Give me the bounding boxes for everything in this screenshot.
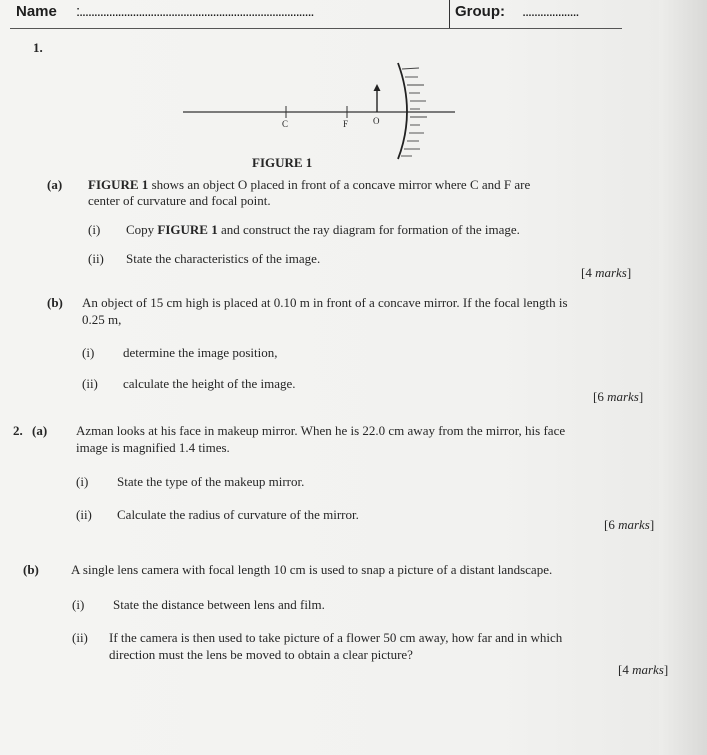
q2b-marks: [4 marks] <box>618 662 669 677</box>
q1b-marks: [6 marks] <box>593 389 644 404</box>
q2b-ii-line2: direction must the lens be moved to obtain a clear picture? <box>109 647 413 662</box>
q1a-intro-line2: center of curvature and focal point. <box>88 193 271 208</box>
q2a-label: (a) <box>32 423 48 438</box>
q1a-i-text: Copy FIGURE 1 and construct the ray diagram for formation of the image. <box>126 222 520 237</box>
q1b-line2: 0.25 m, <box>82 312 122 327</box>
q1b-ii-text: calculate the height of the image. <box>123 376 296 391</box>
q1b-ii-label: (ii) <box>82 376 98 391</box>
q2b-line1: A single lens camera with focal length 10 cm is used to snap a picture of a distant landscape. <box>71 562 553 577</box>
q1b-label: (b) <box>47 295 63 310</box>
question-number-2: 2. <box>13 423 23 438</box>
q2b-label: (b) <box>23 562 39 577</box>
paper-edge-shadow <box>659 0 707 755</box>
group-field-dots: ................... <box>522 3 579 20</box>
q1a-marks: [4 marks] <box>581 265 632 280</box>
name-field-dots: :............................................................................... <box>76 3 314 20</box>
label-o: O <box>373 116 380 126</box>
group-label: Group: <box>455 3 505 20</box>
header-underline <box>10 28 622 29</box>
name-label: Name <box>16 3 57 20</box>
object-arrow <box>374 84 381 112</box>
question-number-1: 1. <box>33 40 43 55</box>
q2b-i-label: (i) <box>72 597 85 612</box>
q2a-ii-text: Calculate the radius of curvature of the mirror. <box>117 507 359 522</box>
q2b-i-text: State the distance between lens and film. <box>113 597 325 612</box>
figure-1-diagram <box>180 55 460 160</box>
q1a-ii-label: (ii) <box>88 251 104 266</box>
q2a-i-label: (i) <box>76 474 89 489</box>
header-divider <box>449 0 450 28</box>
q1b-i-text: determine the image position, <box>123 345 278 360</box>
q1a-intro-line1: FIGURE 1 shows an object O placed in front of a concave mirror where C and F are <box>88 177 531 192</box>
q2a-line1: Azman looks at his face in makeup mirror. When he is 22.0 cm away from the mirror, his face <box>76 423 566 438</box>
label-c: C <box>282 119 289 129</box>
figure-1-caption: FIGURE 1 <box>252 155 313 170</box>
q1b-i-label: (i) <box>82 345 95 360</box>
label-f: F <box>343 119 349 129</box>
q2a-i-text: State the type of the makeup mirror. <box>117 474 305 489</box>
q2a-line2: image is magnified 1.4 times. <box>76 440 230 455</box>
q2b-ii-label: (ii) <box>72 630 88 645</box>
q1a-ii-text: State the characteristics of the image. <box>126 251 321 266</box>
q2a-ii-label: (ii) <box>76 507 92 522</box>
q1b-line1: An object of 15 cm high is placed at 0.10 m in front of a concave mirror. If the focal length is <box>82 295 568 310</box>
q2a-marks: [6 marks] <box>604 517 655 532</box>
q1a-label: (a) <box>47 177 63 192</box>
q1a-i-label: (i) <box>88 222 101 237</box>
q2b-ii-line1: If the camera is then used to take picture of a flower 50 cm away, how far and in which <box>109 630 563 645</box>
